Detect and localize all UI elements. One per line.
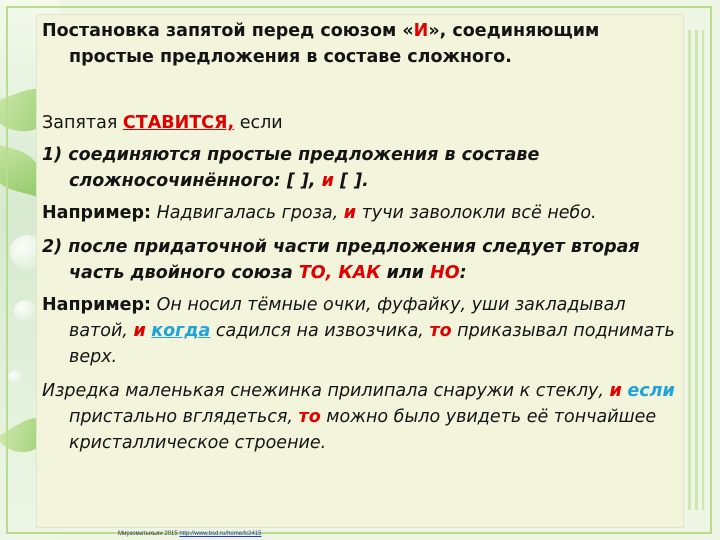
rule-prefix: Запятая xyxy=(42,113,123,133)
footer-credit xyxy=(118,530,261,538)
rule-item-1 xyxy=(42,142,678,194)
rule-emphasis: СТАВИТСЯ, xyxy=(122,113,235,133)
example-text: тучи заволокли всё небо. xyxy=(356,203,597,223)
conjunction-i: и xyxy=(609,381,622,401)
footer-author: Мирзоматыхьян 2015 xyxy=(118,531,178,537)
conjunction-to: то xyxy=(429,321,452,341)
rule-item-2 xyxy=(42,234,678,286)
item-tail: : xyxy=(459,263,467,283)
slide-title xyxy=(42,18,678,70)
example-2 xyxy=(42,292,678,370)
item-number: 2) xyxy=(42,237,63,257)
rule-line xyxy=(42,110,678,136)
footer-link[interactable]: http://www.bsd.ru/home/lc2415 xyxy=(179,531,262,537)
example-text: садился на извозчика, xyxy=(210,321,430,341)
stripe-decoration xyxy=(688,30,704,510)
example-text: Надвигалась гроза, xyxy=(151,203,344,223)
example-3 xyxy=(42,378,678,456)
item-number: 1) xyxy=(42,145,63,165)
item-tail: [ ]. xyxy=(333,171,369,191)
spacer xyxy=(42,70,678,110)
example-text: Он носил тёмные очки, фуфайку, уши закладывал ватой, xyxy=(69,295,626,341)
item-text: после придаточной части предложения следует вторая часть двойного союза xyxy=(62,237,640,283)
conjunction-i: и xyxy=(133,321,146,341)
conjunction-to: то xyxy=(298,407,321,427)
example-text: пристально вглядеться, xyxy=(69,407,299,427)
title-text: Постановка запятой перед союзом « xyxy=(42,21,414,41)
rule-suffix: если xyxy=(234,113,283,133)
example-text: Изредка маленькая снежинка прилипала снаружи к стеклу, xyxy=(42,381,610,401)
item-text: или xyxy=(380,263,431,283)
conjunction-to-kak: ТО, КАК xyxy=(298,263,381,283)
example-label: Например: xyxy=(42,203,152,223)
slide-content xyxy=(42,18,678,456)
conjunction-kogda: когда xyxy=(151,321,211,341)
title-conjunction: И xyxy=(413,21,429,41)
title-text-end: », соединяющим простые предложения в составе сложного. xyxy=(69,21,600,67)
example-text: можно было увидеть её тончайшее кристаллическое строение. xyxy=(69,407,657,453)
conjunction-no: НО xyxy=(430,263,460,283)
conjunction-i: и xyxy=(321,171,334,191)
conjunction-i: и xyxy=(343,203,357,223)
item-text: соединяются простые предложения в составе сложносочинённого: [ ], xyxy=(62,145,540,191)
example-text: приказывал поднимать верх. xyxy=(69,321,675,367)
example-label: Например: xyxy=(42,295,152,315)
conjunction-esli: если xyxy=(627,381,675,401)
example-1 xyxy=(42,200,678,226)
